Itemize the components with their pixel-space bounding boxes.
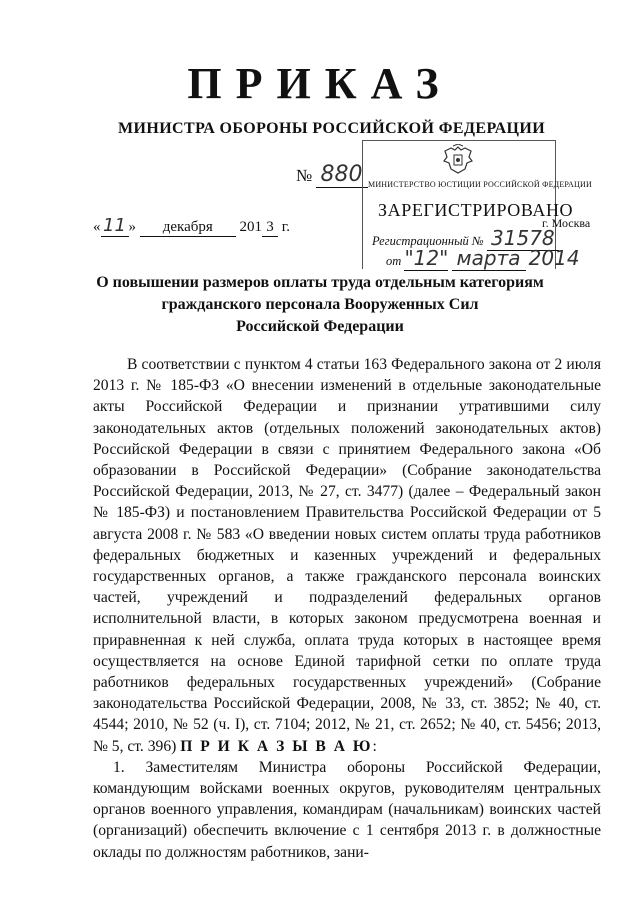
stamp-date: [386, 246, 580, 271]
order-keyword: П Р И К А З Ы В А Ю: [180, 737, 373, 755]
stamp-reg-value: 31578: [487, 226, 559, 251]
date-close-quote: »: [128, 219, 136, 235]
body-paragraph-2: 1. Заместителям Министра обороны Российской Федерации, командующим войсками военных округов, руководителям центральных органов военного управления, командирам (начальникам) воинских частей (организаций) обеспечить включение с 1 сентября 2013 г. в должностные оклады по должностям работников, зани-: [93, 758, 601, 861]
stamp-date-day: "12": [404, 246, 449, 270]
document-subtitle: МИНИСТРА ОБОРОНЫ РОССИЙСКОЙ ФЕДЕРАЦИИ: [118, 120, 546, 137]
document-title: ПРИКАЗ: [187, 59, 453, 108]
order-number-value: 880: [316, 162, 368, 188]
order-number: [296, 162, 368, 187]
stamp-date-year: 2014: [528, 246, 580, 270]
registration-stamp: [362, 140, 592, 280]
heading-line-1: О повышении размеров оплаты труда отдельным категориям: [96, 274, 544, 291]
heading-line-2: гражданского персонала Вооруженных Сил: [161, 296, 479, 313]
order-body: [93, 354, 601, 863]
date-month: декабря: [140, 219, 236, 237]
date-day: 11: [101, 215, 129, 237]
stamp-registered: ЗАРЕГИСТРИРОВАНО: [378, 200, 574, 220]
stamp-ministry: МИНИСТЕРСТВО ЮСТИЦИИ РОССИЙСКОЙ ФЕДЕРАЦИИ: [368, 180, 592, 189]
date-year-suffix: 3: [262, 219, 278, 237]
stamp-date-month: марта: [452, 246, 526, 271]
order-heading: [0, 272, 640, 338]
stamp-city: г. Москва: [542, 216, 591, 230]
body-paragraph-1: [93, 354, 601, 757]
coat-of-arms-icon: [441, 144, 475, 176]
paragraph-1-text: В соответствии с пунктом 4 статьи 163 Федерального закона от 2 июля 2013 г. № 185-ФЗ «О внесении изменений в отдельные законодательные акты Российской Федерации и признании утратившими силу законодательных актов (отдельных положений законодательных актов) Российской Федерации в связи с принятием Федерального закона «Об образовании в Российской Федерации» (Собрание законодательства Российской Федерации, 2013, № 27, ст. 3477) (далее – Федеральный закон № 185-ФЗ) и постановлением Правительства Российской Федерации от 5 августа 2008 г. № 583 «О введении новых систем оплаты труда работников федеральных бюджетных и казенных учреждений и федеральных государственных органов, а также гражданского персонала воинских частей, учреждений и подразделений федеральных органов исполнительной власти, в которых законом предусмотрена военная и приравненная к ней служба, оплата труда которых в настоящее время осуществляется на основе Единой тарифной сетки по оплате труда работников федеральных государственных учреждений» (Собрание законодательства Российской Федерации, 2008, № 33, ст. 3852; № 40, ст. 4544; 2010, № 52 (ч. I), ст. 7104; 2012, № 21, ст. 2652; № 40, ст. 5456; 2013, № 5, ст. 396): [93, 356, 601, 755]
order-date: [93, 215, 290, 237]
stamp-reg-label: Регистрационный №: [372, 234, 484, 248]
order-keyword-colon: :: [372, 737, 377, 755]
date-year-prefix: 201: [239, 219, 262, 235]
order-number-label: №: [296, 166, 313, 185]
heading-line-3: Российской Федерации: [236, 318, 404, 335]
stamp-date-prefix: от: [386, 254, 402, 268]
date-open-quote: «: [93, 219, 101, 235]
date-year-unit: г.: [281, 219, 290, 235]
